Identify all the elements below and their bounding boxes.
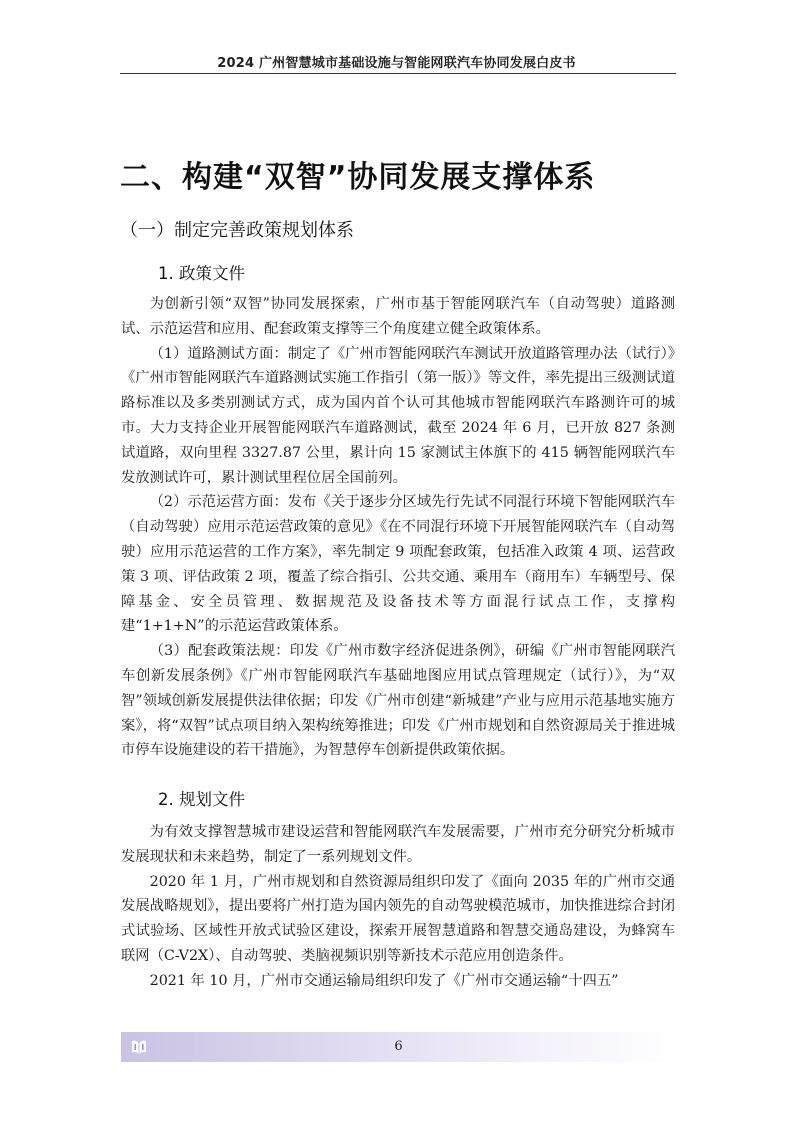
chapter-title: 二、构建“双智”协同发展支撑体系 [120, 160, 596, 195]
paragraph: 2020 年 1 月，广州市规划和自然资源局组织印发了《面向 2035 年的广州市交通发展战略规划》，提出要将广州打造为国内领先的自动驾驶模范城市，加快推进综合封闭式试验场、区域性开放式试验区建设，探索开展智慧道路和智慧交通岛建设，为蜂窝车联网（C-V2X）、自动驾驶、类脑视频识别等新技术示范应用创造条件。 [121, 873, 675, 964]
paragraph: 为创新引领“双智”协同发展探索，广州市基于智能网联汽车（自动驾驶）道路测试、示范运营和应用、配套政策支撑等三个角度建立健全政策体系。 [121, 296, 675, 337]
paragraph: 2021 年 10 月，广州市交通运输局组织印发了《广州市交通运输“十四五” [149, 972, 619, 989]
section-title: （一）制定完善政策规划体系 [120, 220, 354, 241]
header-divider [120, 73, 676, 74]
paragraph: （1）道路测试方面：制定了《广州市智能网联汽车测试开放道路管理办法（试行）》《广州市智能网联汽车道路测试实施工作指引（第一版）》等文件，率先提出三级测试道路标准以及多类别测试方式，成为国内首个认可其他城市智能网联汽车路测许可的城市。大力支持企业开展智能网联汽车道路测试，截至 2024 年 6 月，已开放 827 条测试道路，双向里程 3327.87 公里，累计向 15 家测试主体旗下的 415 辆智能网联汽车发放测试许可，累计测试里程位居全国前列。 [121, 345, 675, 486]
paragraph: 为有效支撑智慧城市建设运营和智能网联汽车发展需要，广州市充分研究分析城市发展现状和未来趋势，制定了一系列规划文件。 [121, 824, 675, 865]
page-number: 6 [394, 1039, 403, 1054]
paragraph: （2）示范运营方面：发布《关于逐步分区域先行先试不同混行环境下智能网联汽车（自动驾驶）应用示范运营政策的意见》《在不同混行环境下开展智能网联汽车（自动驾驶）应用示范运营的工作方案》，率先制定 9 项配套政策，包括准入政策 4 项、运营政策 3 项、评估政策 2 项，覆盖了综合指引、公共交通、乘用车（商用车）车辆型号、保障基金、安全员管理、数据规范及设备技术等方面混行试点工作，支撑构建“1+1+N”的示范运营政策体系。 [121, 494, 675, 635]
subsection-heading-policy: 1. 政策文件 [158, 264, 245, 283]
subsection-heading-planning: 2. 规划文件 [158, 790, 245, 809]
footer-band [121, 1032, 676, 1062]
running-header-title: 2024 广州智慧城市基础设施与智能网联汽车协同发展白皮书 [217, 56, 576, 71]
policy-body [121, 292, 675, 763]
paragraph: （3）配套政策法规：印发《广州市数字经济促进条例》，研编《广州市智能网联汽车创新发展条例》《广州市智能网联汽车基础地图应用试点管理规定（试行）》，为“双智”领域创新发展提供法律依据；印发《广州市创建“新城建”产业与应用示范基地实施方案》，将“双智”试点项目纳入架构统筹推进；印发《广州市规划和自然资源局关于推进城市停车设施建设的若干措施》，为智慧停车创新提供政策依据。 [121, 643, 675, 759]
planning-body [121, 820, 675, 994]
